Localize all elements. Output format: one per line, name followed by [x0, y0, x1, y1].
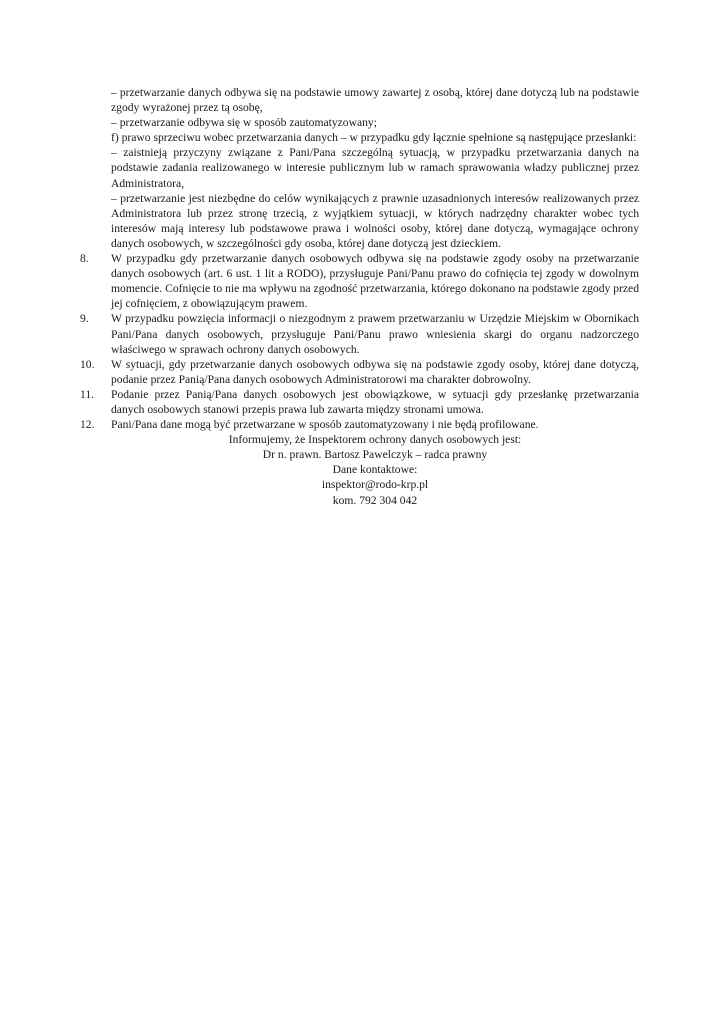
numbered-list — [80, 251, 639, 432]
list-item-number: 8. — [80, 252, 89, 266]
bullet-consent-or-contract: – przetwarzanie danych odbywa się na podstawie umowy zawartej z osobą, której dane dotyczą lub na podstawie zgody wyrażonej przez tą osobę, — [111, 86, 639, 115]
list-item-number: 12. — [80, 418, 95, 432]
list-item-number: 11. — [80, 387, 95, 401]
document-body — [80, 85, 639, 508]
list-item-11 — [80, 387, 639, 417]
list-item-text: W przypadku gdy przetwarzanie danych osobowych odbywa się na podstawie zgody osoby na przetwarzanie danych osobowych (art. 6 ust. 1 lit a RODO), przysługuje Pani/Panu prawo do cofnięcia tej zgody w dowolnym momencie. Cofnięcie to nie ma wpływu na zgodność przetwarzania, którego dokonano na podstawie zgody przed jej cofnięciem, z obowiązującym prawem. — [111, 252, 639, 311]
contact-heading: Dane kontaktowe: — [332, 463, 418, 477]
list-item-number: 10. — [80, 357, 95, 371]
list-item-9 — [80, 311, 639, 356]
list-item-text: W sytuacji, gdy przetwarzanie danych osobowych odbywa się na podstawie zgody osoby, której dane dotyczą, podanie przez Panią/Pana danych osobowych Administratorowi ma charakter dobrowolny. — [111, 357, 639, 386]
bullet-special-situation: – zaistnieją przyczyny związane z Pani/Pana szczególną sytuacją, w przypadku przetwarzania danych na podstawie zadania realizowanego w interesie publicznym lub w ramach sprawowania władzy publicznej przez Administratora, — [111, 146, 639, 190]
bullet-automated: – przetwarzanie odbywa się w sposób zautomatyzowany; — [111, 116, 377, 130]
contact-block — [111, 432, 639, 507]
list-item-text: W przypadku powzięcia informacji o niezgodnym z prawem przetwarzaniu w Urzędzie Miejskim w Obornikach Pani/Pana danych osobowych, przysługuje Pani/Panu prawo wniesienia skargi do organu nadzorczego właściwego w sprawach ochrony danych osobowych. — [111, 312, 639, 356]
list-item-8 — [80, 251, 639, 311]
bullet-legitimate-interest: – przetwarzanie jest niezbędne do celów wynikających z prawnie uzasadnionych interesów realizowanych przez Administratora lub przez stronę trzecią, z wyjątkiem sytuacji, w których nadrzędny charakter wobec tych interesów mają interesy lub podstawowe prawa i wolności osoby, której dane dotyczą, wymagające ochrony danych osobowych, w szczególności gdy osoba, której dane dotyczą jest dzieckiem. — [111, 191, 639, 250]
list-item-10 — [80, 357, 639, 387]
inspector-name: Dr n. prawn. Bartosz Pawelczyk – radca prawny — [262, 448, 488, 462]
list-item-number: 9. — [80, 312, 89, 326]
list-item-text: Pani/Pana dane mogą być przetwarzane w sposób zautomatyzowany i nie będą profilowane. — [111, 418, 539, 432]
contact-phone: kom. 792 304 042 — [332, 493, 418, 507]
right-to-object-heading: f) prawo sprzeciwu wobec przetwarzania danych – w przypadku gdy łącznie spełnione są następujące przesłanki: — [111, 131, 637, 145]
contact-intro: Informujemy, że Inspektorem ochrony danych osobowych jest: — [228, 433, 522, 447]
contact-email: inspektor@rodo-krp.pl — [321, 478, 429, 492]
list-item-text: Podanie przez Panią/Pana danych osobowych jest obowiązkowe, w sytuacji gdy przesłankę przetwarzania danych osobowych stanowi przepis prawa lub zawarta między stronami umowa. — [111, 387, 639, 416]
list-item-12 — [80, 417, 639, 432]
